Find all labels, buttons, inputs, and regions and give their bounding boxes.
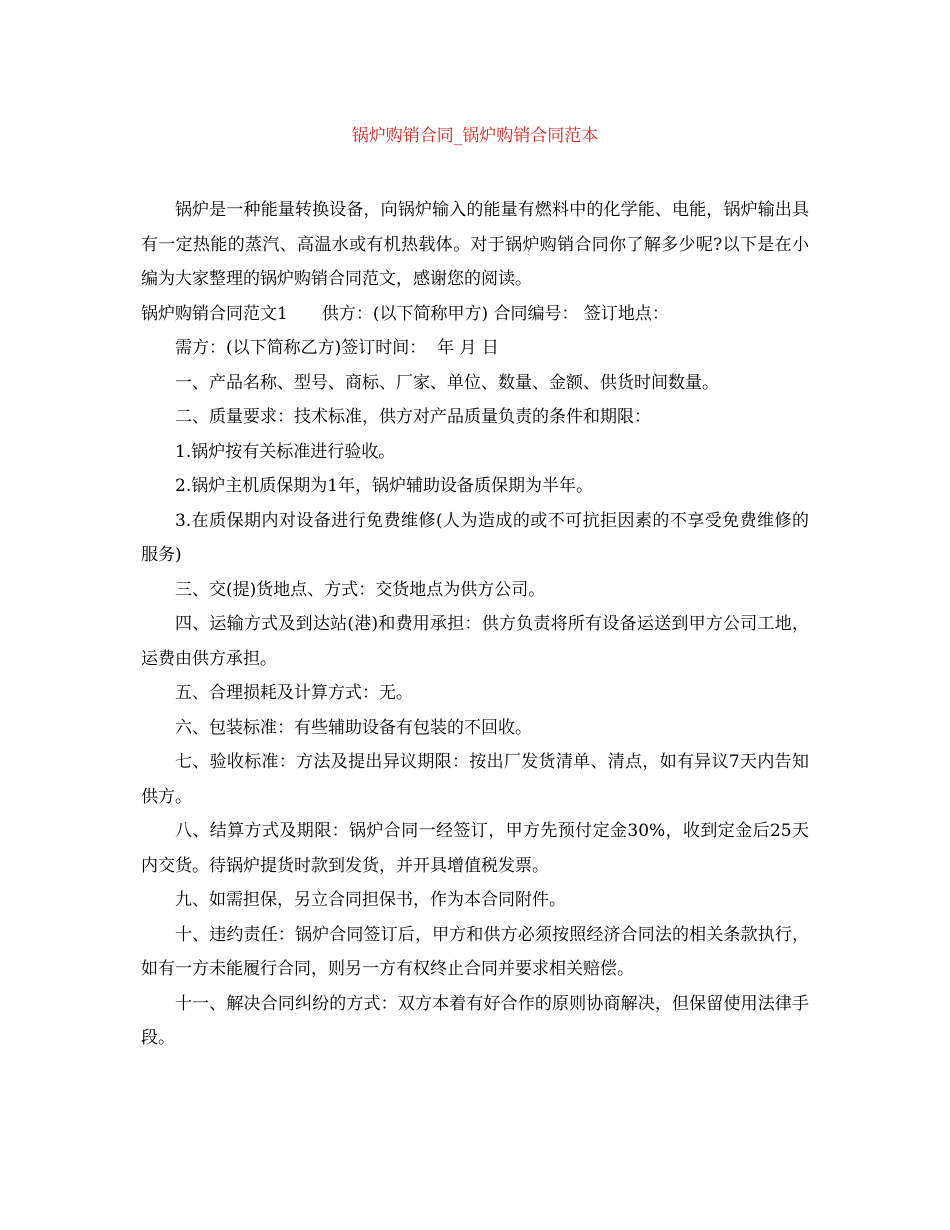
document-body [141, 193, 809, 1056]
clause-2: 二、质量要求：技术标准，供方对产品质量负责的条件和期限： [175, 407, 651, 427]
clause-2-item-3: 3.在质保期内对设备进行免费维修(人为造成的或不可抗拒因素的不享受免费维修的服务) [141, 510, 809, 565]
clause-6: 六、包装标准：有些辅助设备有包装的不回收。 [175, 717, 532, 738]
clause-8: 八、结算方式及期限：锅炉合同一经签订，甲方先预付定金30%，收到定金后25天内交货。待锅炉提货时款到发货，并开具增值税发票。 [141, 821, 809, 876]
clause-2-item-2: 2.锅炉主机质保期为1年，锅炉辅助设备质保期为半年。 [175, 476, 594, 496]
clause-7: 七、验收标准：方法及提出异议期限：按出厂发货清单、清点，如有异议7天内告知供方。 [141, 752, 809, 807]
clause-4: 四、运输方式及到达站(港)和费用承担：供方负责将所有设备运送到甲方公司工地，运费由供方承担。 [141, 614, 809, 669]
buyer-line: 需方：(以下简称乙方)签订时间： 年 月 日 [175, 338, 499, 358]
clause-11: 十一、解决合同纠纷的方式：双方本着有好合作的原则协商解决，但保留使用法律手段。 [141, 993, 809, 1048]
intro-paragraph: 锅炉是一种能量转换设备，向锅炉输入的能量有燃料中的化学能、电能，锅炉输出具有一定热能的蒸汽、高温水或有机热载体。对于锅炉购销合同你了解多少呢?以下是在小编为大家整理的锅炉购销合同范文，感谢您的阅读。 [141, 200, 809, 289]
clause-9: 九、如需担保，另立合同担保书，作为本合同附件。 [175, 890, 566, 910]
clause-3: 三、交(提)货地点、方式：交货地点为供方公司。 [175, 579, 546, 600]
clause-5: 五、合理损耗及计算方式：无。 [175, 683, 413, 703]
clause-10: 十、违约责任：锅炉合同签订后，甲方和供方必须按照经济合同法的相关条款执行，如有一方未能履行合同，则另一方有权终止合同并要求相关赔偿。 [141, 924, 809, 979]
contract-header-line: 锅炉购销合同范文1 供方：(以下简称甲方) 合同编号： 签订地点： [141, 303, 669, 324]
document-title: 锅炉购销合同_锅炉购销合同范本 [351, 126, 599, 146]
clause-1: 一、产品名称、型号、商标、厂家、单位、数量、金额、供货时间数量。 [175, 372, 719, 393]
clause-2-item-1: 1.锅炉按有关标准进行验收。 [175, 441, 396, 462]
